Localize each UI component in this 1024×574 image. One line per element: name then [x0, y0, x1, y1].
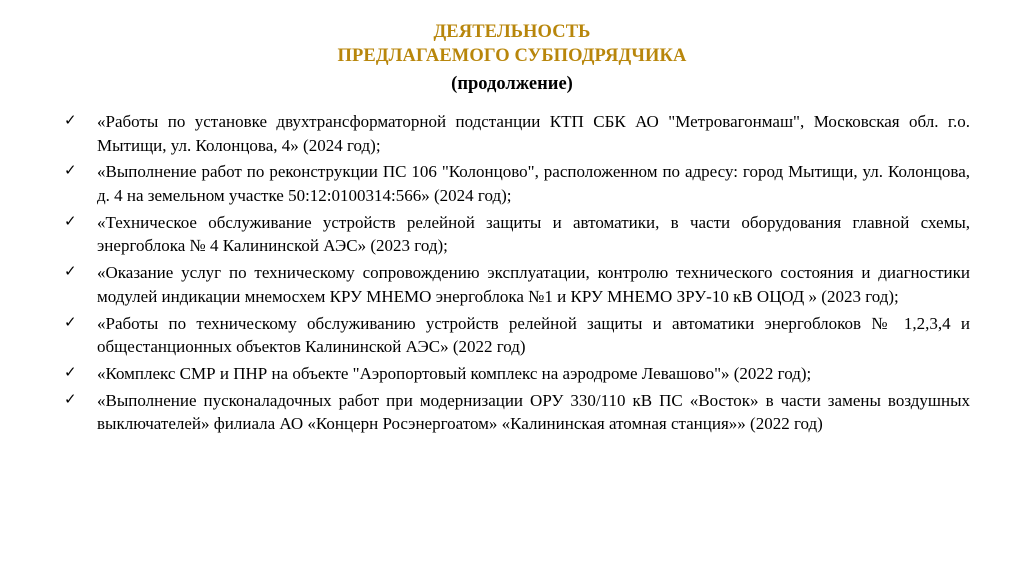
list-item: [64, 312, 970, 359]
page-subtitle: (продолжение): [451, 74, 573, 94]
title-block: [0, 20, 1024, 97]
list-item-text: «Выполнение пусконаладочных работ при модернизации ОРУ 330/110 кВ ПС «Восток» в части замены воздушных выключателей» филиала АО «Концерн Росэнергоатом» «Калининская атомная станция»» (2022 год): [97, 390, 970, 434]
check-mark-icon: ✓: [64, 364, 77, 381]
list-item: [64, 160, 970, 207]
list-item: [64, 110, 970, 157]
check-mark-icon: ✓: [64, 314, 77, 331]
check-mark-icon: ✓: [64, 391, 77, 408]
projects-list: [64, 110, 970, 439]
check-mark-icon: ✓: [64, 213, 77, 230]
check-mark-icon: ✓: [64, 113, 77, 129]
list-item-text: «Техническое обслуживание устройств релейной защиты и автоматики, в части оборудования главной схемы, энергоблока № 4 Калининской АЭС» (2023 год);: [97, 212, 970, 256]
list-item: [64, 261, 970, 308]
list-item-text: «Работы по установке двухтрансформаторной подстанции КТП СБК АО "Метровагонмаш", Московская обл. г.о. Мытищи, ул. Колонцова, 4» (2024 год);: [97, 112, 970, 155]
list-item-text: «Работы по техническому обслуживанию устройств релейной защиты и автоматики энергоблоков № 1,2,3,4 и общестанционных объектов Калининской АЭС» (2022 год): [97, 313, 970, 357]
list-item-text: «Комплекс СМР и ПНР на объекте "Аэропортовый комплекс на аэродроме Левашово"» (2022 год);: [97, 363, 812, 383]
list-item: [64, 362, 970, 386]
check-mark-icon: ✓: [64, 264, 77, 281]
list-item-text: «Выполнение работ по реконструкции ПС 106 "Колонцово", расположенном по адресу: город Мытищи, ул. Колонцова, д. 4 на земельном участке 50:12:0100314:566» (2024 год);: [97, 162, 970, 205]
list-item: [64, 389, 970, 436]
page-title-line-1: ДЕЯТЕЛЬНОСТЬ: [433, 22, 591, 42]
check-mark-icon: ✓: [64, 163, 77, 180]
list-item-text: «Оказание услуг по техническому сопровождению эксплуатации, контролю технического состояния и диагностики модулей индикации мнемосхем КРУ МНЕМО энергоблока №1 и КРУ МНЕМО ЗРУ-10 кВ ОЦОД » (2023 год);: [97, 263, 970, 306]
page-title-line-2: ПРЕДЛАГАЕМОГО СУБПОДРЯДЧИКА: [337, 46, 687, 66]
list-item: [64, 211, 970, 258]
